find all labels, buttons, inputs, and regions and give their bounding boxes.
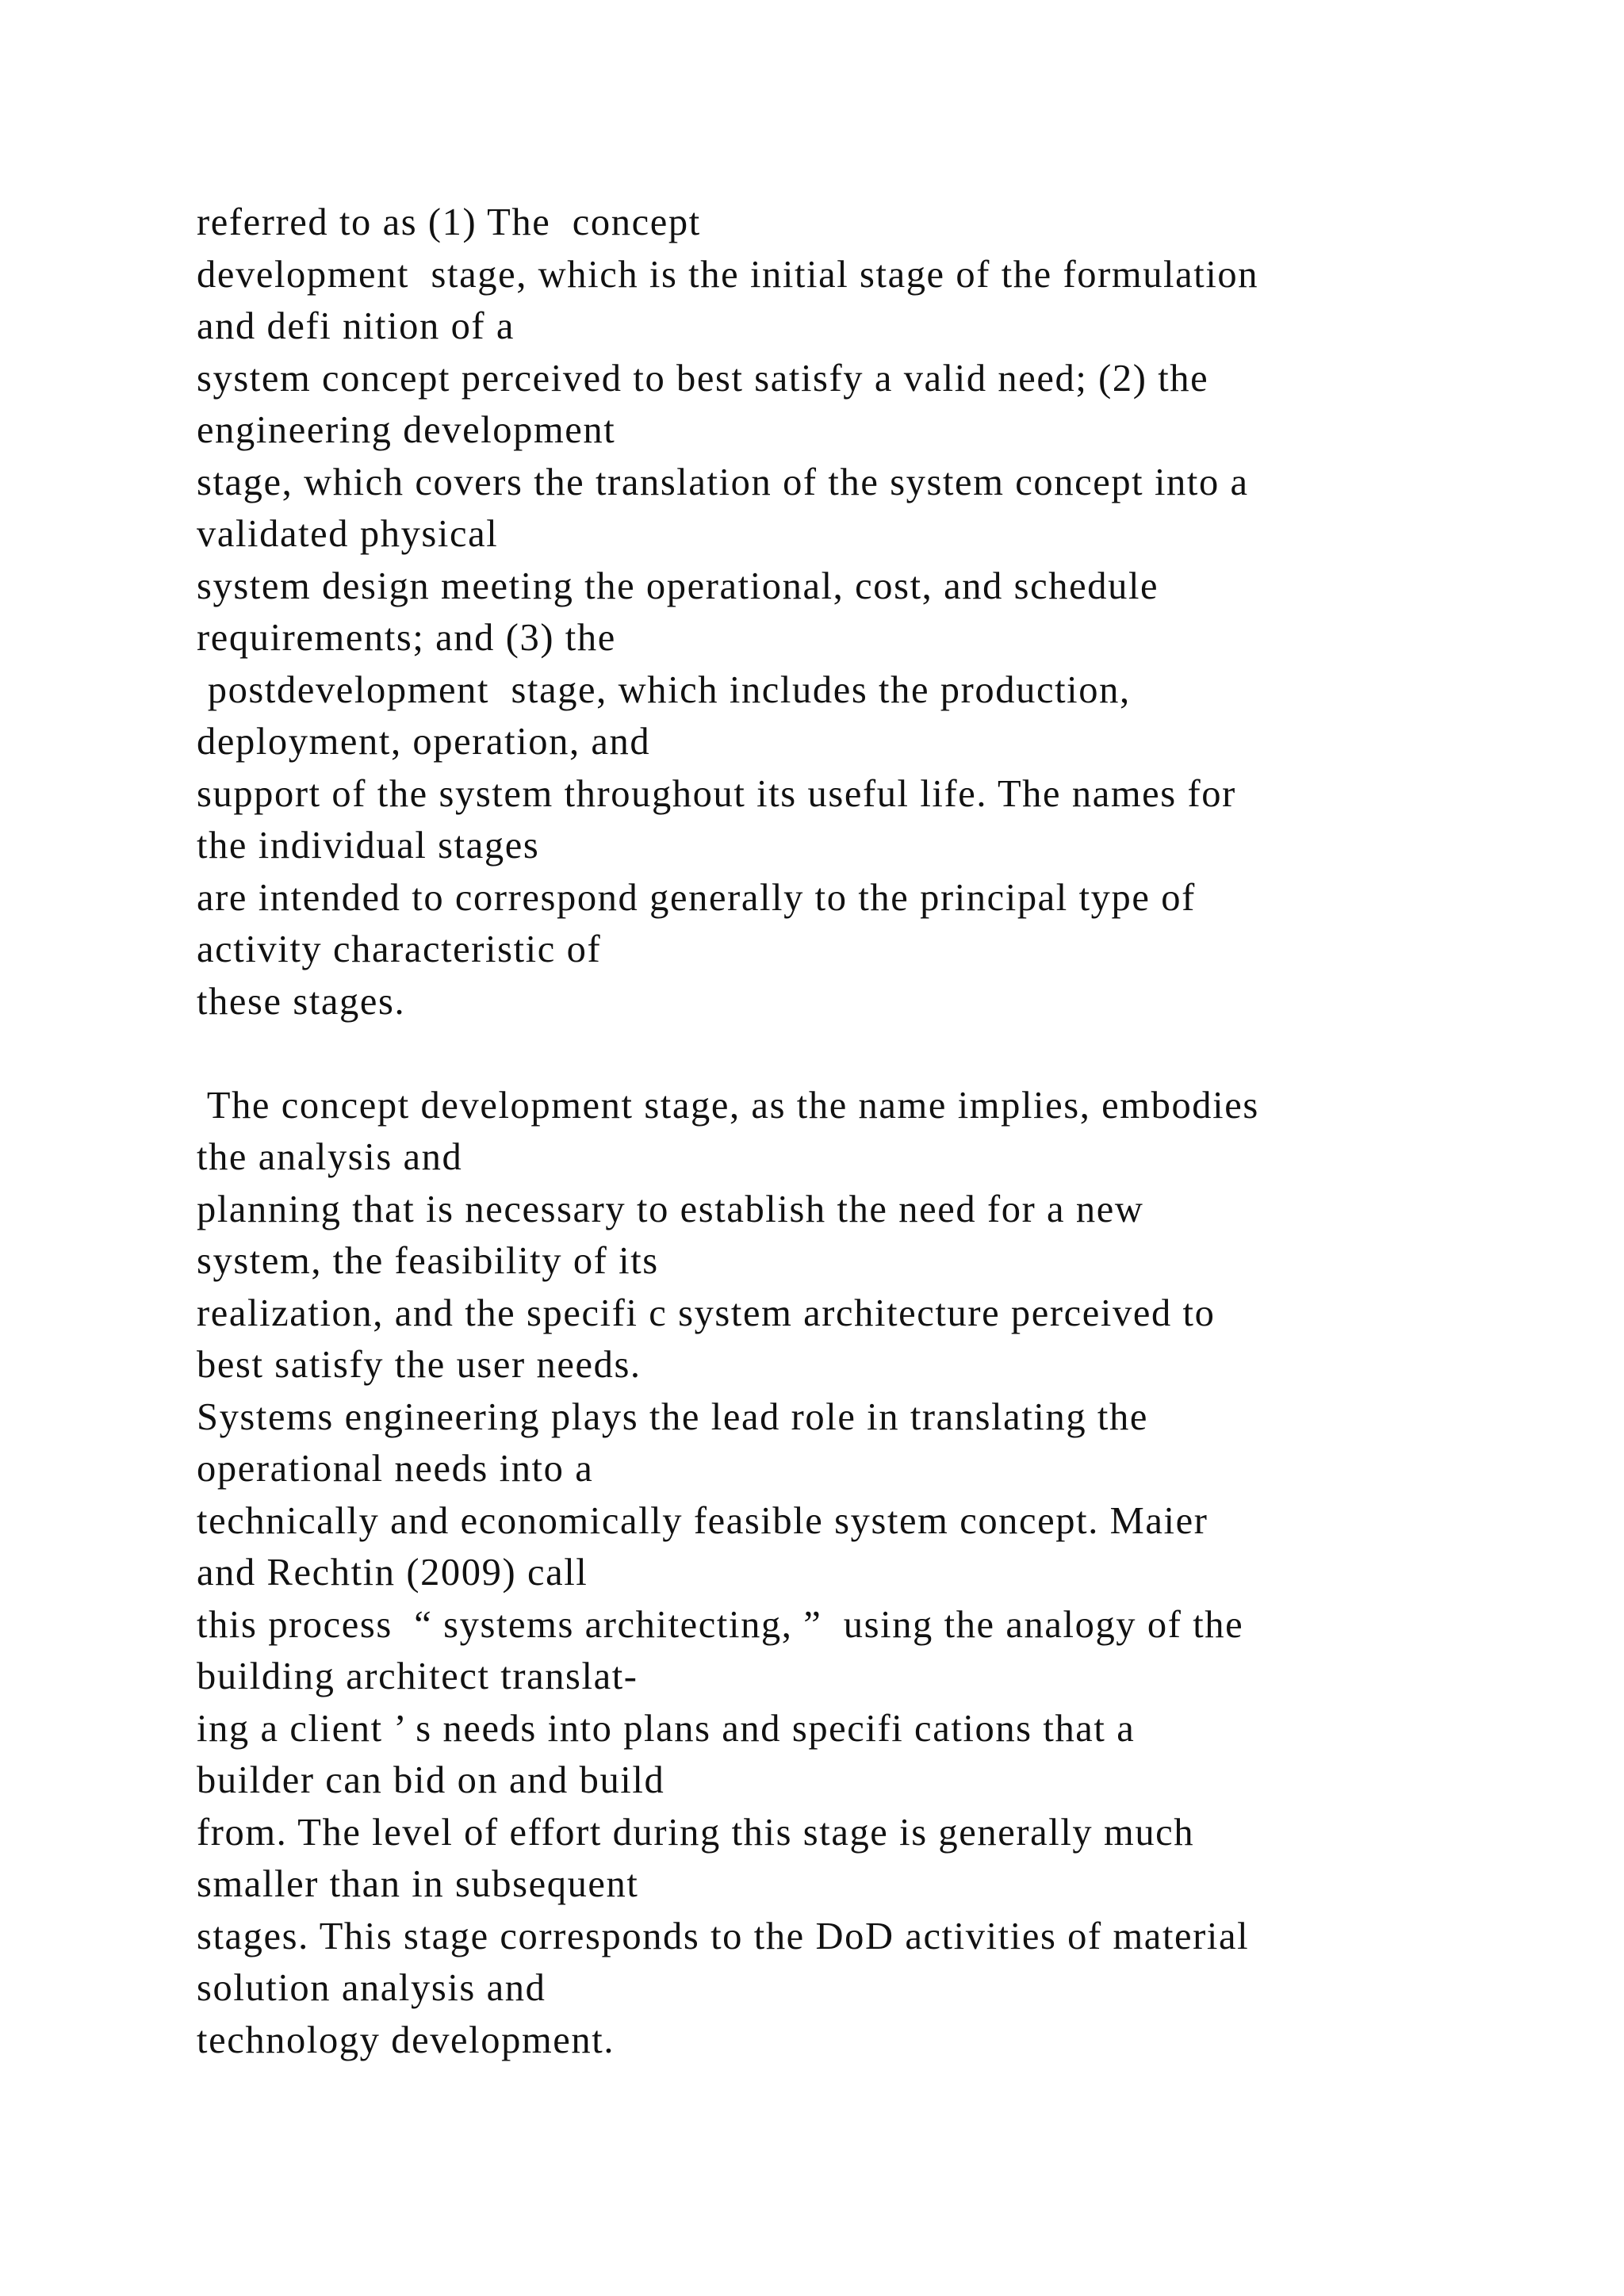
text-line: requirements; and (3) the [197,617,616,659]
text-line: are intended to correspond generally to the principal type of [197,876,1196,919]
text-line: best satisfy the user needs. [197,1344,642,1386]
text-line: The concept development stage, as the name implies, embodies [197,1084,1259,1127]
text-line: system design meeting the operational, cost, and schedule [197,564,1159,607]
text-line: validated physical [197,513,499,555]
text-line: smaller than in subsequent [197,1863,639,1905]
text-line: deployment, operation, and [197,721,651,763]
text-line: this process “ systems architecting, ” using the analogy of the [197,1603,1244,1646]
text-line: engineering development [197,409,616,451]
text-line: stage, which covers the translation of the system concept into a [197,461,1249,503]
text-line: support of the system throughout its useful life. The names for [197,772,1236,815]
text-line: realization, and the specifi c system architecture perceived to [197,1292,1216,1334]
text-line: postdevelopment stage, which includes the production, [197,668,1131,711]
text-line: the individual stages [197,825,540,867]
text-line: building architect translat- [197,1655,638,1697]
text-line: system, the feasibility of its [197,1240,659,1282]
paragraph-2 [197,1080,1592,2067]
text-line: solution analysis and [197,1967,546,2009]
text-line: operational needs into a [197,1448,594,1490]
body-text [197,197,1592,2066]
text-line: planning that is necessary to establish the need for a new [197,1188,1144,1230]
text-line: builder can bid on and build [197,1759,665,1801]
text-line: activity characteristic of [197,928,602,970]
text-line: referred to as (1) The concept [197,201,701,243]
text-line: stages. This stage corresponds to the DoD activities of material [197,1915,1250,1957]
text-line: technology development. [197,2019,615,2061]
text-line: these stages. [197,980,406,1023]
text-line: development stage, which is the initial stage of the formulation [197,253,1259,296]
text-line: from. The level of effort during this stage is generally much [197,1811,1195,1854]
text-line: technically and economically feasible system concept. Maier [197,1499,1208,1542]
text-line: and Rechtin (2009) call [197,1552,588,1594]
paragraph-gap [197,1027,1592,1080]
text-line: the analysis and [197,1136,463,1178]
text-line: ing a client ’ s needs into plans and specifi cations that a [197,1707,1136,1750]
text-line: and defi nition of a [197,305,515,347]
text-line: system concept perceived to best satisfy a valid need; (2) the [197,357,1209,400]
text-line: Systems engineering plays the lead role in translating the [197,1395,1148,1438]
paragraph-1 [197,197,1592,1027]
